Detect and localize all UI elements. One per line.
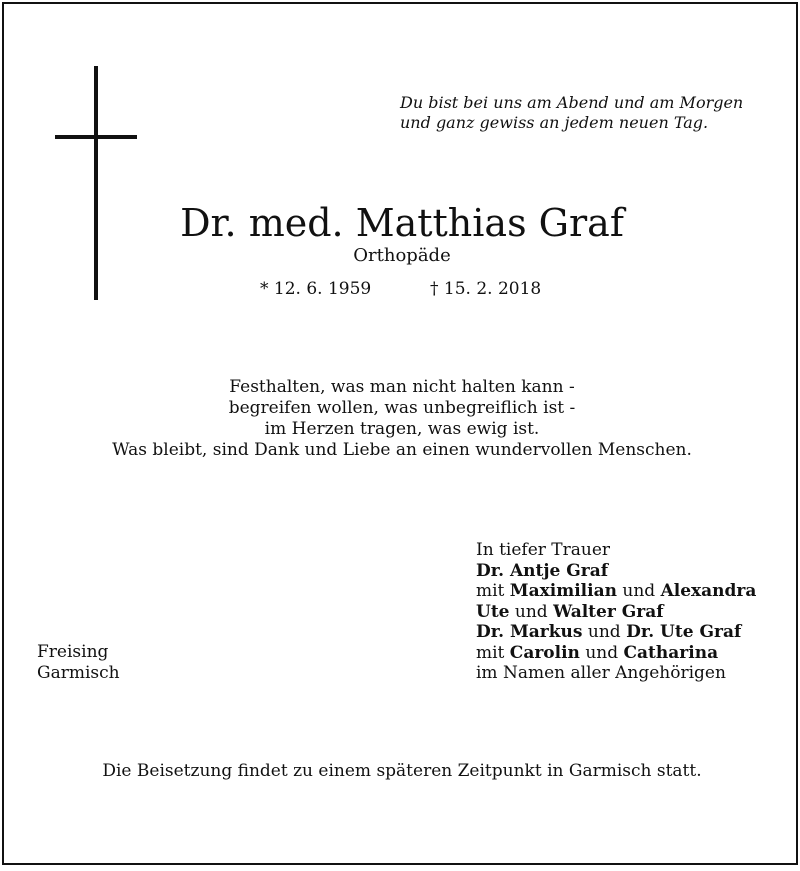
mourner-connector: mit: [476, 642, 505, 663]
death-date: † 15. 2. 2018: [430, 279, 542, 299]
motto-line-1: Du bist bei uns am Abend und am Morgen: [400, 93, 744, 112]
mourner-name: Carolin: [509, 642, 580, 663]
mourners-closing: im Namen aller Angehörigen: [476, 663, 726, 683]
places: [37, 642, 120, 684]
mourner-name: Dr. Antje Graf: [476, 560, 609, 581]
mourners-intro: In tiefer Trauer: [476, 540, 611, 560]
mourner-line-3: [476, 602, 756, 623]
mourner-name: Maximilian: [509, 581, 617, 601]
mourner-connector: und: [622, 581, 656, 601]
mourner-connector: und: [585, 642, 619, 663]
mourner-line-4: [476, 622, 756, 643]
motto: [400, 93, 743, 133]
mourner-name: Dr. Markus: [476, 622, 583, 642]
poem: [4, 377, 800, 461]
deceased-name: Dr. med. Matthias Graf: [180, 201, 624, 245]
cross-horizontal-bar: [55, 135, 137, 139]
mourner-name: Alexandra: [660, 581, 757, 601]
place-freising: Freising: [37, 642, 109, 662]
mourner-line-5: [476, 643, 756, 664]
burial-notice: Die Beisetzung findet zu einem späteren Zeitpunkt in Garmisch statt.: [102, 761, 702, 781]
mourner-name: Walter Graf: [553, 601, 664, 622]
obituary-notice: [2, 2, 798, 865]
poem-line: Festhalten, was man nicht halten kann -: [229, 377, 575, 397]
mourner-line-1: [476, 561, 756, 582]
mourner-name: Catharina: [623, 642, 719, 663]
mourner-connector: und: [587, 622, 621, 642]
birth-date: * 12. 6. 1959: [260, 279, 372, 299]
mourner-line-2: [476, 581, 756, 602]
poem-line: begreifen wollen, was unbegreiflich ist -: [228, 398, 576, 418]
mourner-connector: mit: [476, 581, 505, 601]
motto-line-2: und ganz gewiss an jedem neuen Tag.: [400, 113, 709, 132]
mourner-name: Dr. Ute Graf: [626, 622, 742, 642]
deceased-profession: Orthopäde: [353, 245, 451, 266]
mourner-name: Ute: [476, 601, 510, 622]
poem-line: Was bleibt, sind Dank und Liebe an einen wundervollen Menschen.: [112, 440, 692, 460]
mourners-block: [476, 540, 756, 684]
mourner-connector: und: [514, 601, 548, 622]
place-garmisch: Garmisch: [37, 663, 120, 683]
poem-line: im Herzen tragen, was ewig ist.: [264, 419, 540, 439]
